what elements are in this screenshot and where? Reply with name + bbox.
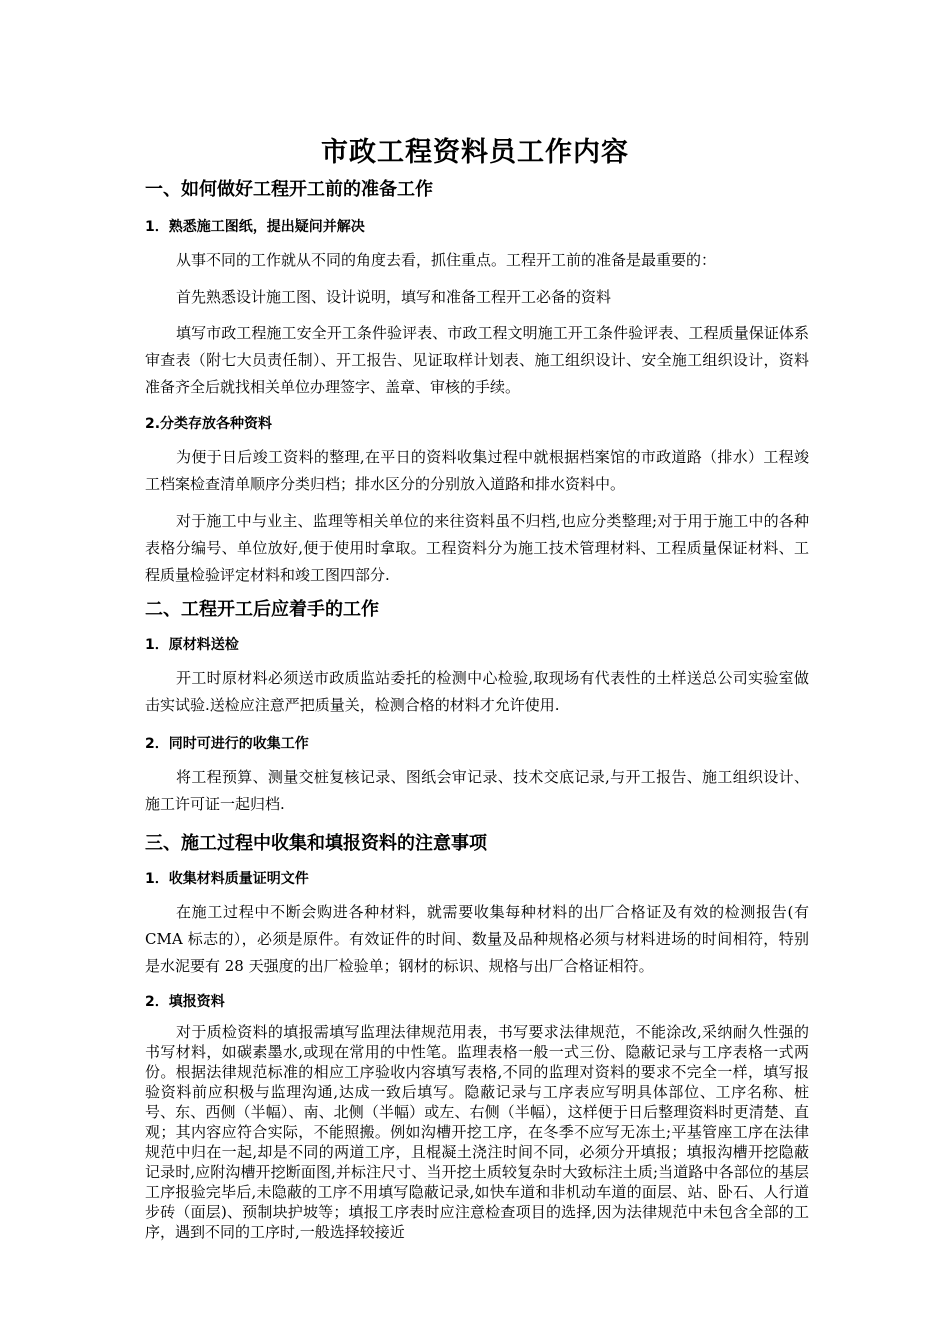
subsection-heading-2-1: 1．原材料送检 (145, 637, 239, 653)
subsection-heading-1-1: 1．熟悉施工图纸，提出疑问并解决 (145, 219, 365, 235)
paragraph: 填写市政工程施工安全开工条件验评表、市政工程文明施工开工条件验评表、工程质量保证体系审查表（附七大员责任制）、开工报告、见证取样计划表、施工组织设计、安全施工组织设计，资料准备齐全后就找相关单位办理签字、盖章、审核的手续。 (145, 324, 809, 396)
paragraph: 从事不同的工作就从不同的角度去看，抓住重点。工程开工前的准备是最重要的： (176, 251, 717, 269)
paragraph: 开工时原材料必须送市政质监站委托的检测中心检验,取现场有代表性的土样送总公司实验室做击实试验.送检应注意严把质量关，检测合格的材料才允许使用. (145, 669, 809, 714)
section-heading-2: 二、工程开工后应着手的工作 (145, 599, 379, 620)
paragraph: 对于质检资料的填报需填写监理法律规范用表，书写要求法律规范，不能涂改,采纳耐久性强的书写材料，如碳素墨水,或现在常用的中性笔。监理表格一般一式三份、隐蔽记录与工序表格一式两份。根据法律规范标准的相应工序验收内容填写表格,不同的监理对资料的要求不完全一样，填写报验资料前应积极与监理沟通,达成一致后填写。隐蔽记录与工序表应写明具体部位、工序名称、桩号、东、西侧（半幅）、南、北侧（半幅）或左、右侧（半幅），这样便于日后整理资料时更清楚、直观；其内容应符合实际，不能照搬。例如沟槽开挖工序，在冬季不应写无冻土;平基管座工序在法律规范中归在一起,却是不同的两道工序，且棍凝土浇注时间不同，必须分开填报；填报沟槽开挖隐蔽记录时,应附沟槽开挖断面图,并标注尺寸、当开挖土质较复杂时大致标注土质;当道路中各部位的基层工序报验完毕后,未隐蔽的工序不用填写隐蔽记录,如快车道和非机动车道的面层、站、卧石、人行道步砖（面层)、预制块护坡等；填报工序表时应注意检查项目的选择,因为法律规范中未包含全部的工序，遇到不同的工序时,一般选择较接近 (145, 1023, 809, 1241)
section-heading-1: 一、如何做好工程开工前的准备工作 (145, 179, 433, 200)
paragraph: 为便于日后竣工资料的整理,在平日的资料收集过程中就根据档案馆的市政道路（排水）工程竣工档案检查清单顺序分类归档；排水区分的分别放入道路和排水资料中。 (145, 448, 809, 493)
subsection-heading-3-2: 2．填报资料 (145, 994, 225, 1010)
subsection-heading-1-2: 2.分类存放各种资料 (145, 416, 273, 432)
document-title: 市政工程资料员工作内容 (321, 137, 629, 168)
paragraph: 对于施工中与业主、监理等相关单位的来往资料虽不归档,也应分类整理;对于用于施工中的各种表格分编号、单位放好,便于使用时拿取。工程资料分为施工技术管理材料、工程质量保证材料、工程质量检验评定材料和竣工图四部分. (145, 512, 809, 584)
subsection-heading-2-2: 2．同时可进行的收集工作 (145, 736, 309, 752)
subsection-heading-3-1: 1．收集材料质量证明文件 (145, 871, 309, 887)
paragraph: 在施工过程中不断会购进各种材料，就需要收集每种材料的出厂合格证及有效的检测报告(有 CMA 标志的），必须是原件。有效证件的时间、数量及品种规格必须与材料进场的时间相符，特别是水泥要有 28 天强度的出厂检验单；钢材的标识、规格与出厂合格证相符。 (145, 903, 809, 975)
paragraph: 将工程预算、测量交桩复核记录、图纸会审记录、技术交底记录,与开工报告、施工组织设计、施工许可证一起归档. (145, 768, 809, 813)
paragraph: 首先熟悉设计施工图、设计说明，填写和准备工程开工必备的资料 (176, 288, 612, 306)
section-heading-3: 三、施工过程中收集和填报资料的注意事项 (145, 833, 487, 854)
